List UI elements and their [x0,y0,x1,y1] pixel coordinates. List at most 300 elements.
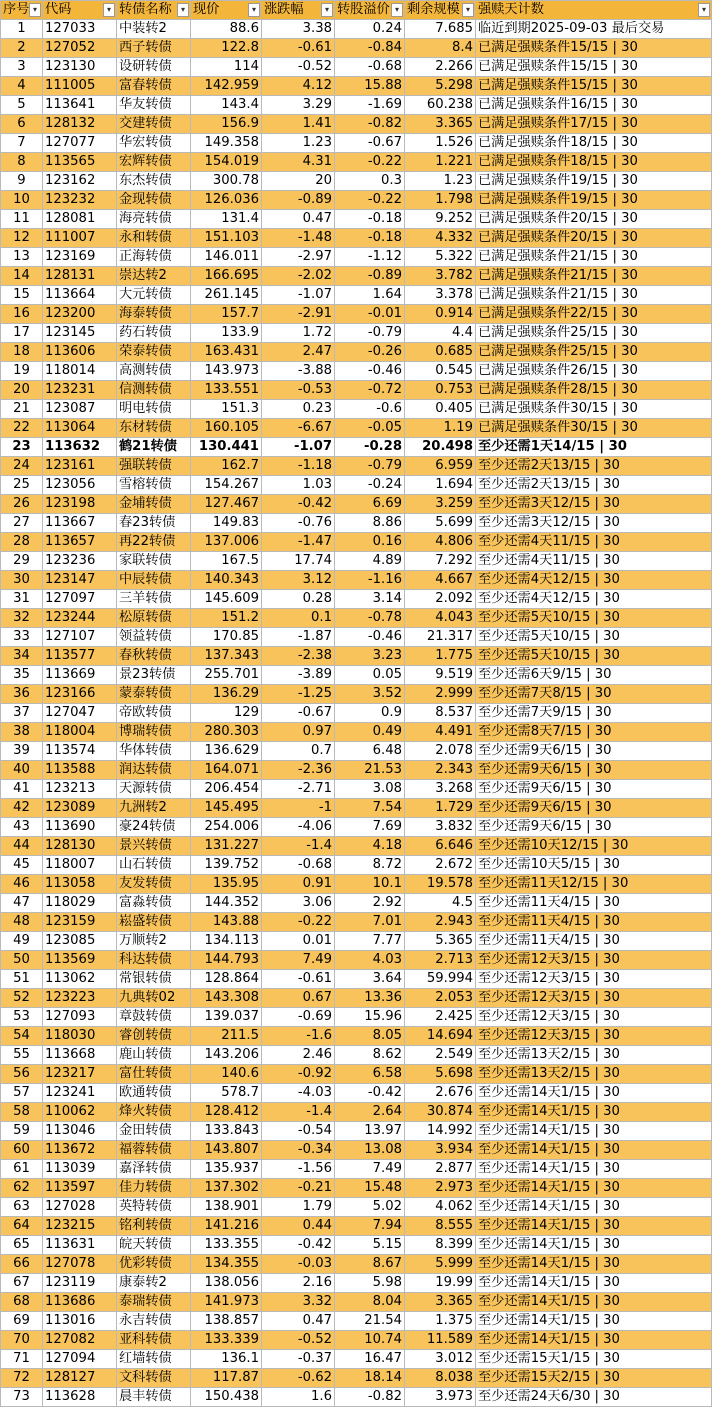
cell-premium[interactable]: 0.05 [335,666,405,685]
cell-change[interactable]: 3.29 [262,96,335,115]
cell-price[interactable]: 143.206 [191,1046,262,1065]
table-row[interactable] [1,932,712,951]
cell-index[interactable]: 13 [1,248,43,267]
cell-price[interactable]: 133.355 [191,1236,262,1255]
cell-remaining[interactable]: 4.4 [405,324,476,343]
cell-code[interactable]: 118004 [43,723,117,742]
table-row[interactable] [1,1255,712,1274]
cell-remaining[interactable]: 1.221 [405,153,476,172]
cell-change[interactable]: -0.61 [262,39,335,58]
cell-premium[interactable]: 8.62 [335,1046,405,1065]
cell-code[interactable]: 123198 [43,495,117,514]
cell-remaining[interactable]: 1.694 [405,476,476,495]
cell-redeem-count[interactable]: 至少还需7天9/15 | 30 [476,704,712,723]
cell-index[interactable]: 26 [1,495,43,514]
cell-redeem-count[interactable]: 至少还需9天6/15 | 30 [476,742,712,761]
cell-redeem-count[interactable]: 至少还需14天1/15 | 30 [476,1255,712,1274]
cell-change[interactable]: 3.06 [262,894,335,913]
table-row[interactable] [1,894,712,913]
cell-bond-name[interactable]: 春秋转债 [117,647,191,666]
cell-index[interactable]: 16 [1,305,43,324]
cell-index[interactable]: 68 [1,1293,43,1312]
cell-premium[interactable]: -0.26 [335,343,405,362]
cell-bond-name[interactable]: 交建转债 [117,115,191,134]
cell-bond-name[interactable]: 富春转债 [117,77,191,96]
cell-premium[interactable]: 13.08 [335,1141,405,1160]
cell-change[interactable]: -1.07 [262,438,335,457]
cell-price[interactable]: 138.857 [191,1312,262,1331]
table-row[interactable] [1,58,712,77]
cell-premium[interactable]: -0.18 [335,210,405,229]
cell-index[interactable]: 63 [1,1198,43,1217]
cell-change[interactable]: 0.67 [262,989,335,1008]
table-row[interactable] [1,609,712,628]
cell-redeem-count[interactable]: 至少还需5天10/15 | 30 [476,628,712,647]
cell-index[interactable]: 45 [1,856,43,875]
cell-premium[interactable]: 8.67 [335,1255,405,1274]
table-row[interactable] [1,742,712,761]
table-row[interactable] [1,552,712,571]
cell-price[interactable]: 167.5 [191,552,262,571]
cell-price[interactable]: 128.412 [191,1103,262,1122]
cell-bond-name[interactable]: 富仕转债 [117,1065,191,1084]
cell-price[interactable]: 126.036 [191,191,262,210]
cell-change[interactable]: -0.54 [262,1122,335,1141]
cell-change[interactable]: -2.38 [262,647,335,666]
cell-change[interactable]: 1.79 [262,1198,335,1217]
cell-redeem-count[interactable]: 已满足强赎条件28/15 | 30 [476,381,712,400]
table-row[interactable] [1,1369,712,1388]
cell-redeem-count[interactable]: 已满足强赎条件15/15 | 30 [476,77,712,96]
table-row[interactable] [1,419,712,438]
cell-remaining[interactable]: 2.549 [405,1046,476,1065]
filter-dropdown-icon[interactable]: ▾ [177,3,189,17]
cell-change[interactable]: -1.07 [262,286,335,305]
cell-remaining[interactable]: 14.992 [405,1122,476,1141]
cell-bond-name[interactable]: 万顺转2 [117,932,191,951]
cell-code[interactable]: 113588 [43,761,117,780]
cell-bond-name[interactable]: 烽火转债 [117,1103,191,1122]
cell-change[interactable]: 3.12 [262,571,335,590]
cell-remaining[interactable]: 0.405 [405,400,476,419]
cell-premium[interactable]: 6.48 [335,742,405,761]
table-row[interactable] [1,1179,712,1198]
cell-bond-name[interactable]: 优彩转债 [117,1255,191,1274]
cell-price[interactable]: 162.7 [191,457,262,476]
cell-premium[interactable]: 5.02 [335,1198,405,1217]
cell-bond-name[interactable]: 宏辉转债 [117,153,191,172]
cell-change[interactable]: -1.48 [262,229,335,248]
cell-price[interactable]: 139.037 [191,1008,262,1027]
cell-code[interactable]: 123130 [43,58,117,77]
cell-code[interactable]: 127107 [43,628,117,647]
cell-remaining[interactable]: 8.4 [405,39,476,58]
cell-change[interactable]: -0.62 [262,1369,335,1388]
cell-index[interactable]: 54 [1,1027,43,1046]
cell-index[interactable]: 21 [1,400,43,419]
cell-price[interactable]: 122.8 [191,39,262,58]
cell-price[interactable]: 136.1 [191,1350,262,1369]
cell-premium[interactable]: -0.68 [335,58,405,77]
cell-price[interactable]: 142.959 [191,77,262,96]
cell-redeem-count[interactable]: 至少还需4天11/15 | 30 [476,552,712,571]
cell-price[interactable]: 156.9 [191,115,262,134]
cell-price[interactable]: 206.454 [191,780,262,799]
cell-bond-name[interactable]: 设研转债 [117,58,191,77]
cell-remaining[interactable]: 8.555 [405,1217,476,1236]
cell-remaining[interactable]: 0.753 [405,381,476,400]
cell-code[interactable]: 123162 [43,172,117,191]
cell-code[interactable]: 113046 [43,1122,117,1141]
cell-premium[interactable]: -0.05 [335,419,405,438]
cell-code[interactable]: 113631 [43,1236,117,1255]
cell-bond-name[interactable]: 崧盛转债 [117,913,191,932]
cell-redeem-count[interactable]: 已满足强赎条件18/15 | 30 [476,134,712,153]
table-row[interactable] [1,248,712,267]
cell-remaining[interactable]: 5.698 [405,1065,476,1084]
cell-index[interactable]: 5 [1,96,43,115]
cell-premium[interactable]: -0.18 [335,229,405,248]
cell-remaining[interactable]: 1.23 [405,172,476,191]
cell-price[interactable]: 141.216 [191,1217,262,1236]
cell-bond-name[interactable]: 康泰转2 [117,1274,191,1293]
cell-index[interactable]: 23 [1,438,43,457]
cell-premium[interactable]: 2.64 [335,1103,405,1122]
cell-change[interactable]: -6.67 [262,419,335,438]
cell-change[interactable]: 1.23 [262,134,335,153]
cell-redeem-count[interactable]: 至少还需14天1/15 | 30 [476,1160,712,1179]
cell-bond-name[interactable]: 大元转债 [117,286,191,305]
cell-price[interactable]: 154.267 [191,476,262,495]
cell-premium[interactable]: -0.24 [335,476,405,495]
cell-index[interactable]: 60 [1,1141,43,1160]
cell-remaining[interactable]: 20.498 [405,438,476,457]
cell-remaining[interactable]: 6.959 [405,457,476,476]
table-row[interactable] [1,666,712,685]
cell-change[interactable]: -0.53 [262,381,335,400]
cell-change[interactable]: 0.44 [262,1217,335,1236]
cell-change[interactable]: 0.01 [262,932,335,951]
table-row[interactable] [1,628,712,647]
table-row[interactable] [1,1122,712,1141]
table-row[interactable] [1,400,712,419]
table-row[interactable] [1,1217,712,1236]
cell-premium[interactable]: 3.52 [335,685,405,704]
cell-price[interactable]: 131.4 [191,210,262,229]
cell-premium[interactable]: 10.74 [335,1331,405,1350]
cell-code[interactable]: 113669 [43,666,117,685]
cell-bond-name[interactable]: 强联转债 [117,457,191,476]
cell-index[interactable]: 73 [1,1388,43,1407]
cell-premium[interactable]: 16.47 [335,1350,405,1369]
cell-premium[interactable]: 4.89 [335,552,405,571]
table-row[interactable] [1,818,712,837]
cell-price[interactable]: 145.495 [191,799,262,818]
cell-code[interactable]: 128127 [43,1369,117,1388]
table-row[interactable] [1,685,712,704]
cell-remaining[interactable]: 2.343 [405,761,476,780]
cell-redeem-count[interactable]: 至少还需14天1/15 | 30 [476,1122,712,1141]
table-row[interactable] [1,1065,712,1084]
cell-code[interactable]: 123223 [43,989,117,1008]
table-row[interactable] [1,438,712,457]
cell-price[interactable]: 131.227 [191,837,262,856]
cell-index[interactable]: 56 [1,1065,43,1084]
cell-code[interactable]: 123217 [43,1065,117,1084]
cell-price[interactable]: 88.6 [191,20,262,39]
cell-remaining[interactable]: 4.491 [405,723,476,742]
cell-remaining[interactable]: 2.999 [405,685,476,704]
cell-change[interactable]: -1 [262,799,335,818]
cell-remaining[interactable]: 1.798 [405,191,476,210]
cell-index[interactable]: 42 [1,799,43,818]
cell-remaining[interactable]: 7.292 [405,552,476,571]
cell-index[interactable]: 36 [1,685,43,704]
cell-premium[interactable]: 1.64 [335,286,405,305]
cell-price[interactable]: 151.2 [191,609,262,628]
table-row[interactable] [1,856,712,875]
cell-index[interactable]: 37 [1,704,43,723]
cell-price[interactable]: 143.88 [191,913,262,932]
cell-index[interactable]: 33 [1,628,43,647]
cell-price[interactable]: 166.695 [191,267,262,286]
cell-price[interactable]: 254.006 [191,818,262,837]
cell-code[interactable]: 127097 [43,590,117,609]
cell-redeem-count[interactable]: 至少还需7天8/15 | 30 [476,685,712,704]
cell-redeem-count[interactable]: 已满足强赎条件21/15 | 30 [476,267,712,286]
cell-code[interactable]: 123087 [43,400,117,419]
cell-code[interactable]: 113039 [43,1160,117,1179]
cell-remaining[interactable]: 3.365 [405,115,476,134]
cell-remaining[interactable]: 4.062 [405,1198,476,1217]
cell-premium[interactable]: 0.9 [335,704,405,723]
cell-price[interactable]: 117.87 [191,1369,262,1388]
cell-code[interactable]: 123166 [43,685,117,704]
cell-change[interactable]: -0.52 [262,1331,335,1350]
cell-premium[interactable]: 7.01 [335,913,405,932]
cell-remaining[interactable]: 3.832 [405,818,476,837]
cell-code[interactable]: 123089 [43,799,117,818]
cell-index[interactable]: 14 [1,267,43,286]
cell-premium[interactable]: -0.82 [335,115,405,134]
col-header-price[interactable] [191,1,262,20]
cell-price[interactable]: 163.431 [191,343,262,362]
cell-price[interactable]: 151.3 [191,400,262,419]
cell-bond-name[interactable]: 永和转债 [117,229,191,248]
cell-price[interactable]: 261.145 [191,286,262,305]
table-row[interactable] [1,115,712,134]
cell-bond-name[interactable]: 天源转债 [117,780,191,799]
cell-redeem-count[interactable]: 至少还需15天2/15 | 30 [476,1369,712,1388]
cell-redeem-count[interactable]: 已满足强赎条件25/15 | 30 [476,324,712,343]
cell-price[interactable]: 133.551 [191,381,262,400]
cell-price[interactable]: 160.105 [191,419,262,438]
cell-code[interactable]: 123159 [43,913,117,932]
cell-change[interactable]: -0.92 [262,1065,335,1084]
cell-remaining[interactable]: 4.5 [405,894,476,913]
cell-remaining[interactable]: 8.399 [405,1236,476,1255]
table-row[interactable] [1,381,712,400]
cell-price[interactable]: 138.056 [191,1274,262,1293]
cell-index[interactable]: 71 [1,1350,43,1369]
cell-price[interactable]: 114 [191,58,262,77]
cell-remaining[interactable]: 2.672 [405,856,476,875]
cell-bond-name[interactable]: 金埔转债 [117,495,191,514]
cell-bond-name[interactable]: 鹿山转债 [117,1046,191,1065]
table-row[interactable] [1,172,712,191]
cell-bond-name[interactable]: 崇达转2 [117,267,191,286]
cell-remaining[interactable]: 0.545 [405,362,476,381]
cell-code[interactable]: 123231 [43,381,117,400]
cell-index[interactable]: 24 [1,457,43,476]
cell-redeem-count[interactable]: 至少还需9天6/15 | 30 [476,818,712,837]
cell-premium[interactable]: -1.69 [335,96,405,115]
cell-premium[interactable]: 0.3 [335,172,405,191]
cell-change[interactable]: 1.6 [262,1388,335,1407]
cell-premium[interactable]: 15.96 [335,1008,405,1027]
cell-remaining[interactable]: 1.729 [405,799,476,818]
cell-remaining[interactable]: 59.994 [405,970,476,989]
cell-change[interactable]: -2.36 [262,761,335,780]
cell-price[interactable]: 211.5 [191,1027,262,1046]
cell-premium[interactable]: -0.79 [335,457,405,476]
cell-index[interactable]: 10 [1,191,43,210]
cell-index[interactable]: 55 [1,1046,43,1065]
cell-price[interactable]: 151.103 [191,229,262,248]
cell-price[interactable]: 144.352 [191,894,262,913]
cell-bond-name[interactable]: 睿创转债 [117,1027,191,1046]
cell-change[interactable]: -2.97 [262,248,335,267]
cell-redeem-count[interactable]: 至少还需14天1/15 | 30 [476,1236,712,1255]
cell-premium[interactable]: 7.49 [335,1160,405,1179]
cell-index[interactable]: 44 [1,837,43,856]
cell-change[interactable]: 0.1 [262,609,335,628]
cell-change[interactable]: -0.68 [262,856,335,875]
cell-remaining[interactable]: 30.874 [405,1103,476,1122]
cell-bond-name[interactable]: 春23转债 [117,514,191,533]
cell-remaining[interactable]: 3.365 [405,1293,476,1312]
cell-premium[interactable]: -0.67 [335,134,405,153]
cell-remaining[interactable]: 2.676 [405,1084,476,1103]
cell-index[interactable]: 9 [1,172,43,191]
cell-bond-name[interactable]: 铭利转债 [117,1217,191,1236]
cell-change[interactable]: 2.46 [262,1046,335,1065]
table-row[interactable] [1,704,712,723]
cell-redeem-count[interactable]: 已满足强赎条件20/15 | 30 [476,229,712,248]
cell-change[interactable]: 7.49 [262,951,335,970]
cell-change[interactable]: -1.47 [262,533,335,552]
cell-premium[interactable]: 13.97 [335,1122,405,1141]
table-row[interactable] [1,875,712,894]
filter-dropdown-icon[interactable]: ▾ [248,3,260,17]
cell-bond-name[interactable]: 博瑞转债 [117,723,191,742]
filter-dropdown-icon[interactable]: ▾ [29,3,41,17]
cell-change[interactable]: -1.87 [262,628,335,647]
cell-redeem-count[interactable]: 至少还需14天1/15 | 30 [476,1217,712,1236]
cell-change[interactable]: 0.97 [262,723,335,742]
cell-redeem-count[interactable]: 至少还需11天4/15 | 30 [476,894,712,913]
cell-code[interactable]: 123236 [43,552,117,571]
cell-remaining[interactable]: 2.877 [405,1160,476,1179]
cell-code[interactable]: 113657 [43,533,117,552]
cell-remaining[interactable]: 2.078 [405,742,476,761]
cell-code[interactable]: 118029 [43,894,117,913]
table-row[interactable] [1,533,712,552]
cell-change[interactable]: 4.31 [262,153,335,172]
cell-change[interactable]: 3.32 [262,1293,335,1312]
cell-price[interactable]: 300.78 [191,172,262,191]
table-row[interactable] [1,305,712,324]
cell-code[interactable]: 128132 [43,115,117,134]
cell-redeem-count[interactable]: 至少还需14天1/15 | 30 [476,1141,712,1160]
cell-premium[interactable]: -0.72 [335,381,405,400]
cell-change[interactable]: -1.18 [262,457,335,476]
cell-redeem-count[interactable]: 至少还需8天7/15 | 30 [476,723,712,742]
cell-bond-name[interactable]: 中装转2 [117,20,191,39]
cell-premium[interactable]: 0.49 [335,723,405,742]
cell-premium[interactable]: 13.36 [335,989,405,1008]
cell-index[interactable]: 18 [1,343,43,362]
cell-premium[interactable]: 6.58 [335,1065,405,1084]
table-row[interactable] [1,647,712,666]
cell-remaining[interactable]: 0.914 [405,305,476,324]
cell-bond-name[interactable]: 金田转债 [117,1122,191,1141]
table-row[interactable] [1,837,712,856]
table-row[interactable] [1,96,712,115]
cell-change[interactable]: -1.4 [262,1103,335,1122]
cell-index[interactable]: 15 [1,286,43,305]
cell-premium[interactable]: 4.03 [335,951,405,970]
cell-bond-name[interactable]: 再22转债 [117,533,191,552]
cell-bond-name[interactable]: 欧通转债 [117,1084,191,1103]
table-row[interactable] [1,210,712,229]
cell-price[interactable]: 146.011 [191,248,262,267]
table-row[interactable] [1,1293,712,1312]
cell-price[interactable]: 149.83 [191,514,262,533]
cell-change[interactable]: -1.56 [262,1160,335,1179]
cell-code[interactable]: 127082 [43,1331,117,1350]
cell-premium[interactable]: -0.22 [335,191,405,210]
cell-redeem-count[interactable]: 已满足强赎条件25/15 | 30 [476,343,712,362]
cell-price[interactable]: 578.7 [191,1084,262,1103]
cell-code[interactable]: 113668 [43,1046,117,1065]
cell-premium[interactable]: 18.14 [335,1369,405,1388]
cell-bond-name[interactable]: 信测转债 [117,381,191,400]
cell-change[interactable]: 0.47 [262,210,335,229]
cell-bond-name[interactable]: 红墙转债 [117,1350,191,1369]
cell-redeem-count[interactable]: 至少还需13天2/15 | 30 [476,1046,712,1065]
cell-remaining[interactable]: 4.806 [405,533,476,552]
cell-price[interactable]: 157.7 [191,305,262,324]
cell-redeem-count[interactable]: 至少还需14天1/15 | 30 [476,1103,712,1122]
cell-premium[interactable]: 15.48 [335,1179,405,1198]
cell-price[interactable]: 143.807 [191,1141,262,1160]
cell-remaining[interactable]: 3.782 [405,267,476,286]
cell-redeem-count[interactable]: 已满足强赎条件21/15 | 30 [476,248,712,267]
table-row[interactable] [1,1312,712,1331]
filter-dropdown-icon[interactable]: ▾ [462,3,474,17]
table-row[interactable] [1,1084,712,1103]
cell-change[interactable]: -1.4 [262,837,335,856]
cell-bond-name[interactable]: 帝欧转债 [117,704,191,723]
cell-bond-name[interactable]: 家联转债 [117,552,191,571]
cell-code[interactable]: 113690 [43,818,117,837]
cell-remaining[interactable]: 19.99 [405,1274,476,1293]
cell-change[interactable]: 0.28 [262,590,335,609]
cell-remaining[interactable]: 8.537 [405,704,476,723]
cell-index[interactable]: 7 [1,134,43,153]
cell-remaining[interactable]: 1.375 [405,1312,476,1331]
